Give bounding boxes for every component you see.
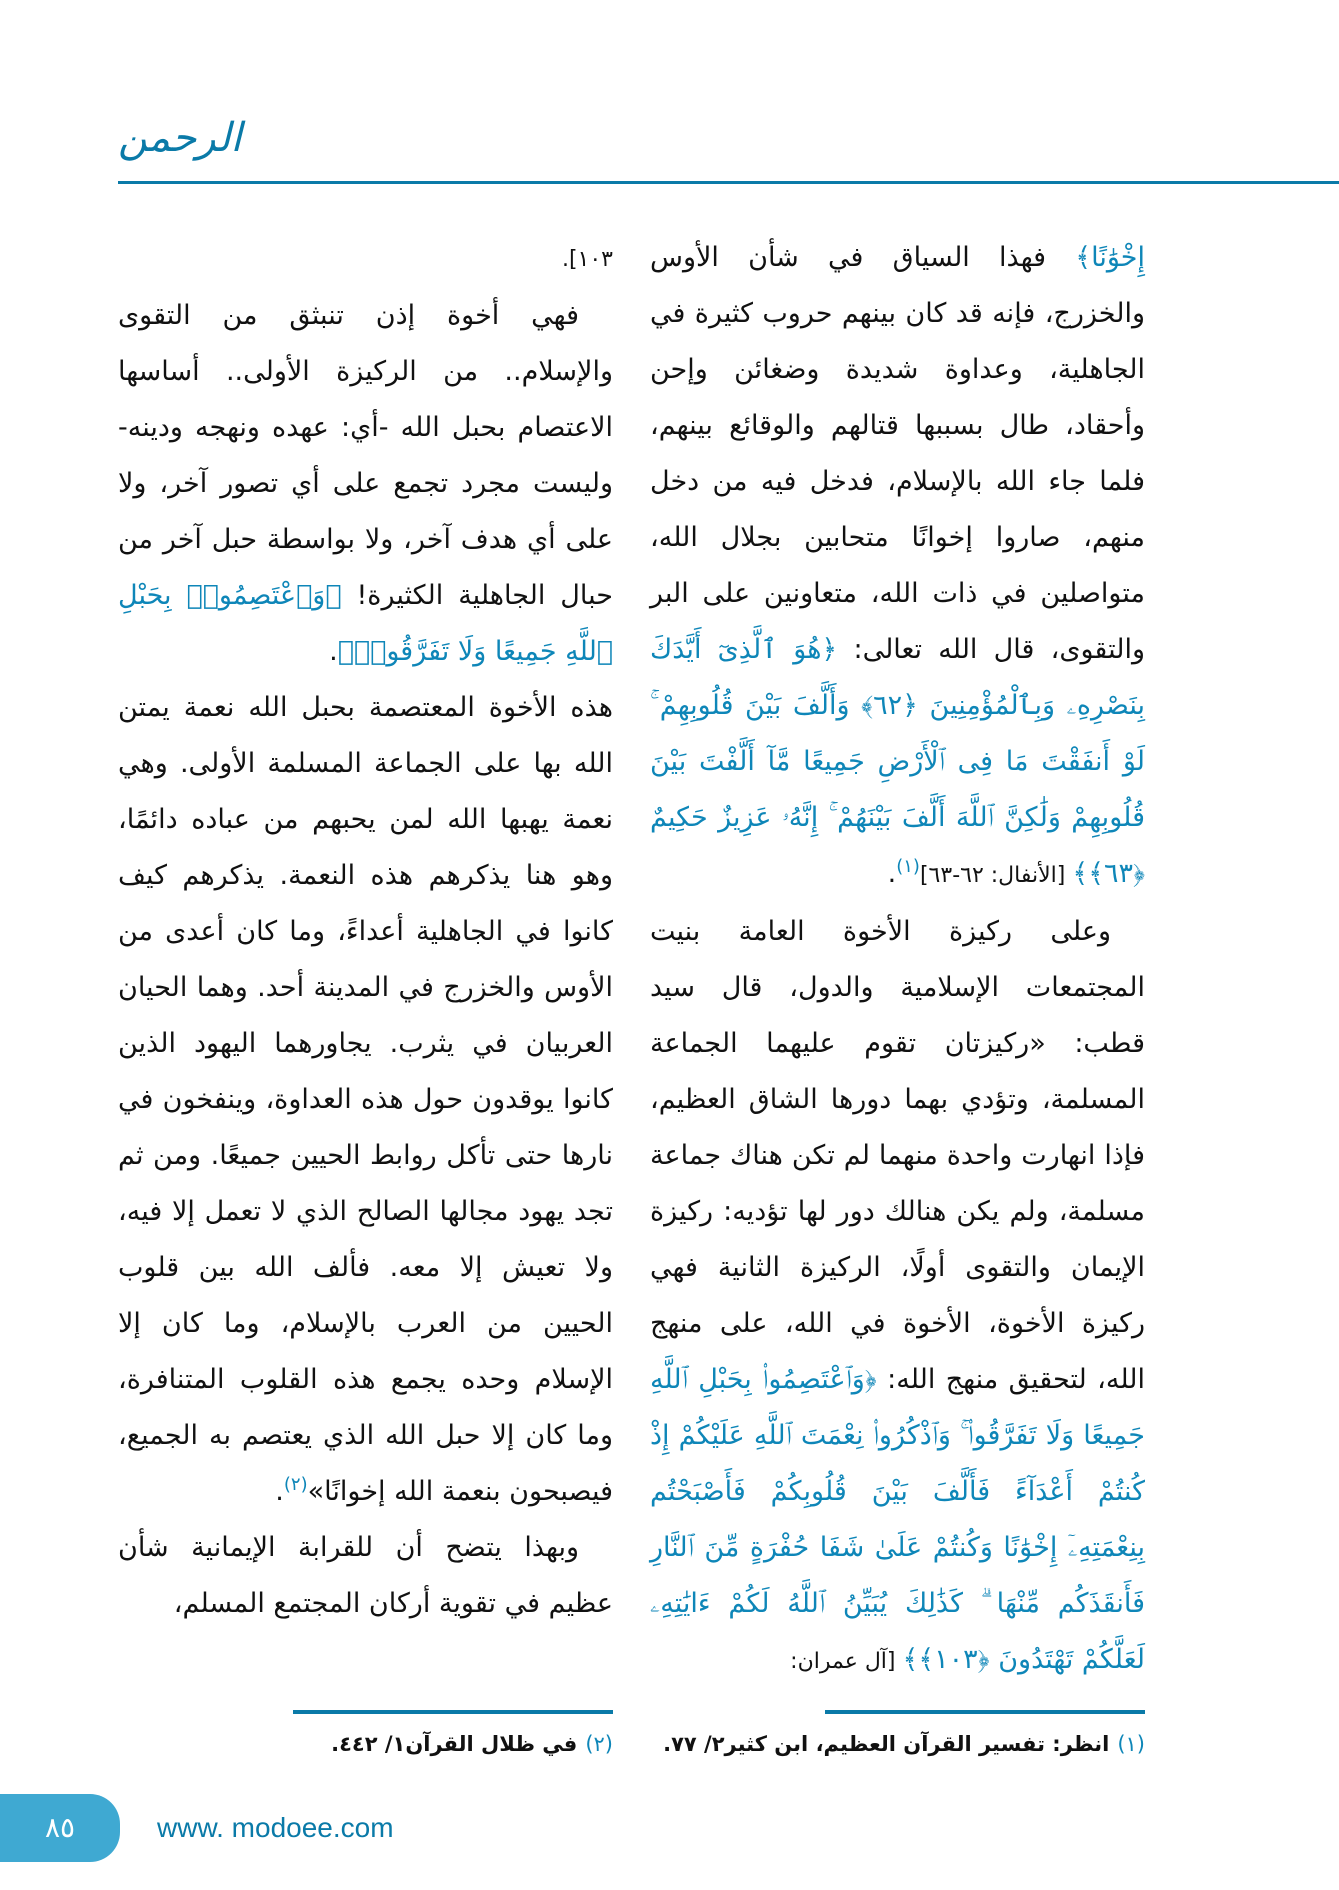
footnote-divider — [293, 1710, 613, 1714]
paragraph — [118, 288, 613, 680]
paragraph — [650, 904, 1145, 1690]
paragraph — [118, 230, 613, 288]
footnote-number: (٢) — [585, 1732, 613, 1756]
body-text: . — [887, 858, 897, 889]
quran-verse: ﴿وَٱعْتَصِمُوا۟ بِحَبْلِ ٱللَّهِ جَمِيعًا وَلَا تَفَرَّقُوا۟﴾ — [118, 580, 613, 667]
header-divider — [118, 181, 1339, 184]
footnote-marker[interactable]: (٢) — [283, 1474, 308, 1495]
text-columns — [118, 230, 1145, 1690]
body-text: . — [329, 636, 338, 667]
quran-verse: ﴿هُوَ ٱلَّذِىٓ أَيَّدَكَ بِنَصْرِهِۦ وَبِٱلْمُؤْمِنِينَ ﴿٦٢﴾ وَأَلَّفَ بَيْنَ قُلُوبِهِمْ ۚ لَوْ أَنفَقْتَ مَا فِى ٱلْأَرْضِ جَمِيعًا مَّآ أَلَّفْتَ بَيْنَ قُلُوبِهِمْ وَلَٰكِنَّ ٱللَّهَ أَلَّفَ بَيْنَهُمْ ۚ إِنَّهُۥ عَزِيزٌ حَكِيمٌ ﴿٦٣﴾﴾ — [650, 634, 1145, 889]
body-text: هذه الأخوة المعتصمة بحبل الله نعمة يمتن الله بها على الجماعة المسلمة الأولى. وهي نعمة يهبها الله لمن يحبهم من عباده دائمًا، وهو هنا يذكرهم هذه النعمة. يذكرهم كيف كانوا في الجاهلية أعداءً، وما كان أعدى من الأوس والخزرج في المدينة أحد. وهما الحيان العربيان في يثرب. يجاورهما اليهود الذين كانوا يوقدون حول هذه العداوة، وينفخون في نارها حتى تأكل روابط الحيين جميعًا. ومن ثم تجد يهود مجالها الصالح الذي لا تعمل إلا فيه، ولا تعيش إلا معه. فألف الله بين قلوب الحيين من العرب بالإسلام، وما كان إلا الإسلام وحده يجمع هذه القلوب المتنافرة، وما كان إلا حبل الله الذي يعتصم به الجميع، فيصبحون بنعمة الله إخوانًا» — [118, 692, 613, 1507]
verse-reference: [الأنفال: ٦٢-٦٣] — [919, 863, 1073, 888]
footnote — [650, 1728, 1145, 1760]
footnote-cell-right — [650, 1710, 1145, 1760]
paragraph — [650, 230, 1145, 904]
website-url[interactable]: www. modoee.com — [157, 1812, 394, 1843]
page-footer — [0, 1794, 1339, 1862]
body-text: فهذا السياق في شأن الأوس والخزرج، فإنه قد كان بينهم حروب كثيرة في الجاهلية، وعداوة شديدة وضغائن وإحن وأحقاد، طال بسببها قتالهم والوقائع بينهم، فلما جاء الله بالإسلام، فدخل فيه من دخل منهم، صاروا إخوانًا متحابين بجلال الله، متواصلين في ذات الله، متعاونين على البر والتقوى، قال الله تعالى: — [650, 242, 1145, 665]
verse-reference: ١٠٣]. — [561, 247, 613, 272]
text-column-right — [650, 230, 1145, 1690]
body-text: وعلى ركيزة الأخوة العامة بنيت المجتمعات الإسلامية والدول، قال سيد قطب: «ركيزتان تقوم عليهما الجماعة المسلمة، وتؤدي بهما دورها الشاق العظيم، فإذا انهارت واحدة منهما لم تكن هناك جماعة مسلمة، ولم يكن هنالك دور لها تؤديه: ركيزة الإيمان والتقوى أولًا، الركيزة الثانية فهي ركيزة الأخوة، الأخوة في الله، على منهج الله، لتحقيق منهج الله: — [650, 916, 1145, 1395]
footnote-cell-left — [118, 1710, 613, 1760]
body-text: . — [275, 1476, 284, 1507]
footnote-text: انظر: تفسير القرآن العظيم، ابن كثير٢/ ٧٧. — [663, 1732, 1110, 1756]
footnote-number: (١) — [1117, 1732, 1145, 1756]
footnote-divider — [825, 1710, 1145, 1714]
quran-verse: إِخْوَٰنًا﴾ — [1075, 242, 1145, 273]
body-text: فهي أخوة إذن تنبثق من التقوى والإسلام.. من الركيزة الأولى.. أساسها الاعتصام بحبل الله -أي: عهده ونهجه ودينه- وليست مجرد تجمع على أي تصور آخر، ولا على أي هدف آخر، ولا بواسطة حبل آخر من حبال الجاهلية الكثيرة! — [118, 300, 613, 611]
footnote-text: في ظلال القرآن١/ ٤٤٢. — [331, 1732, 578, 1756]
quran-verse: ﴿وَٱعْتَصِمُوا۟ بِحَبْلِ ٱللَّهِ جَمِيعًا وَلَا تَفَرَّقُوا۟ ۚ وَٱذْكُرُوا۟ نِعْمَتَ ٱللَّهِ عَلَيْكُمْ إِذْ كُنتُمْ أَعْدَآءً فَأَلَّفَ بَيْنَ قُلُوبِكُمْ فَأَصْبَحْتُم بِنِعْمَتِهِۦٓ إِخْوَٰنًا وَكُنتُمْ عَلَىٰ شَفَا حُفْرَةٍ مِّنَ ٱلنَّارِ فَأَنقَذَكُم مِّنْهَا ۗ كَذَٰلِكَ يُبَيِّنُ ٱللَّهُ لَكُمْ ءَايَٰتِهِۦ لَعَلَّكُمْ تَهْتَدُونَ ﴿١٠٣﴾﴾ — [650, 1364, 1145, 1675]
paragraph — [118, 680, 613, 1520]
verse-reference: [آل عمران: — [790, 1649, 903, 1674]
footnote-marker[interactable]: (١) — [896, 856, 920, 877]
page-number-badge: ٨٥ — [0, 1794, 120, 1862]
header-logo: الرحمن — [118, 115, 242, 161]
page-header — [0, 0, 1339, 184]
paragraph — [118, 1520, 613, 1632]
footnote — [118, 1728, 613, 1760]
footnotes — [118, 1710, 1145, 1760]
text-column-left — [118, 230, 613, 1632]
body-text: وبهذا يتضح أن للقرابة الإيمانية شأن عظيم في تقوية أركان المجتمع المسلم، — [118, 1532, 613, 1619]
